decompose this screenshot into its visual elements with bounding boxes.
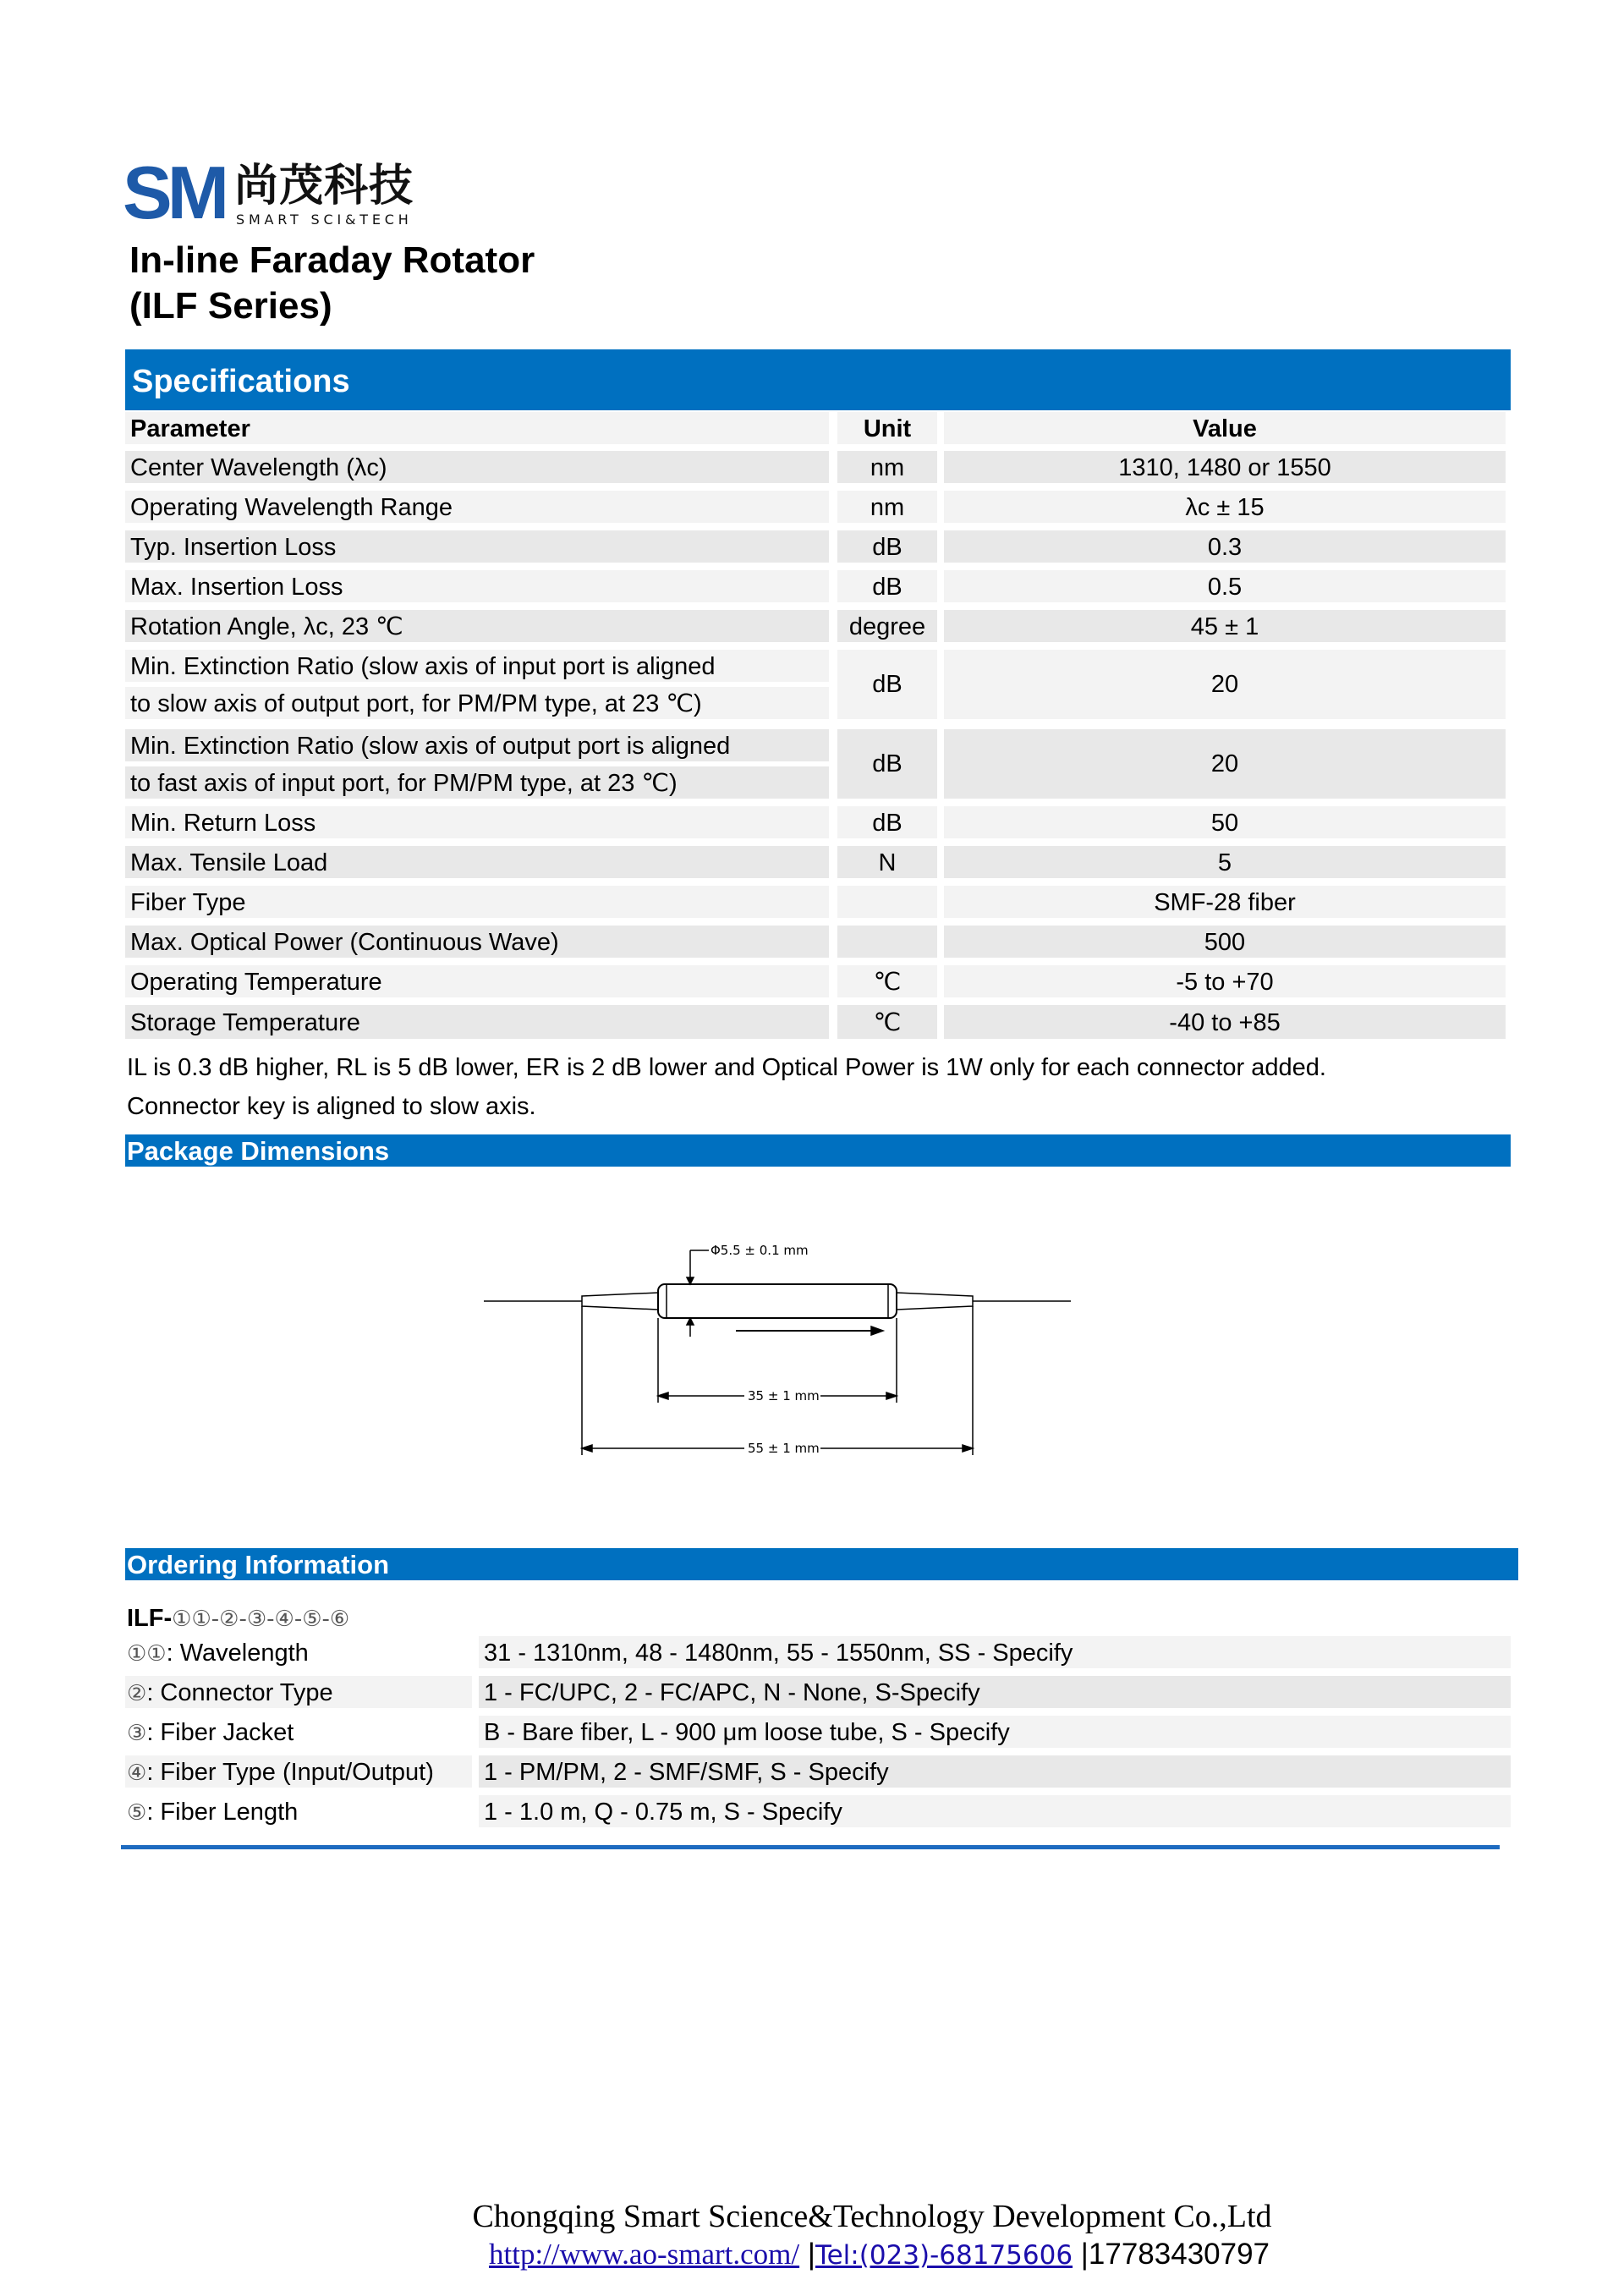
logo-english-name: SMART SCI&TECH	[236, 211, 413, 228]
total-length-dimension-label: 55 ± 1 mm	[748, 1441, 820, 1456]
spec-param: Min. Return Loss	[125, 806, 829, 838]
field-name: : Connector Type	[146, 1679, 333, 1706]
spec-value: 500	[944, 926, 1506, 958]
logo-chinese-name: 尚茂科技	[234, 161, 414, 211]
spec-param-continued: to slow axis of output port, for PM/PM type, at 23 ℃)	[125, 687, 829, 719]
website-link[interactable]: http://www.ao-smart.com/	[489, 2238, 800, 2271]
spec-note-connector-penalty: IL is 0.3 dB higher, RL is 5 dB lower, ER is 2 dB lower and Optical Power is 1W only for each connector added.	[127, 1054, 1326, 1081]
spec-param: Operating Wavelength Range	[125, 491, 829, 523]
field-marker: ①①	[127, 1641, 167, 1667]
spec-param-continued: to fast axis of input port, for PM/PM type, at 23 ℃)	[125, 766, 829, 799]
spec-unit: dB	[837, 729, 937, 799]
spec-unit: nm	[837, 491, 937, 523]
field-marker: ④	[127, 1760, 147, 1786]
spec-unit: ℃	[837, 965, 937, 997]
spec-unit: nm	[837, 451, 937, 483]
spec-param: Operating Temperature	[125, 965, 829, 997]
footer-contact	[489, 2236, 1270, 2274]
spec-param: Min. Extinction Ratio (slow axis of input port is aligned	[125, 650, 829, 682]
column-header-value: Value	[944, 412, 1506, 444]
spec-param: Rotation Angle, λc, 23 ℃	[125, 610, 829, 642]
field-name: : Fiber Length	[146, 1799, 299, 1826]
spec-value: 20	[944, 729, 1506, 799]
field-marker: ②	[127, 1681, 147, 1706]
spec-value: 0.3	[944, 530, 1506, 563]
spec-param: Storage Temperature	[125, 1005, 829, 1039]
document-subtitle: (ILF Series)	[129, 285, 332, 327]
ordering-value: 1 - 1.0 m, Q - 0.75 m, S - Specify	[479, 1795, 1511, 1827]
spec-unit: dB	[837, 806, 937, 838]
field-name: : Fiber Type (Input/Output)	[146, 1759, 434, 1786]
spec-note-connector-key: Connector key is aligned to slow axis.	[127, 1093, 536, 1120]
spec-param: Max. Tensile Load	[125, 846, 829, 878]
ordering-label	[125, 1716, 472, 1748]
section-divider	[121, 1845, 1500, 1849]
package-dimensions-heading: Package Dimensions	[125, 1134, 1511, 1167]
ordering-label	[125, 1755, 472, 1788]
ordering-value: 31 - 1310nm, 48 - 1480nm, 55 - 1550nm, SS - Specify	[479, 1636, 1511, 1668]
diameter-dimension-label: Φ5.5 ± 0.1 mm	[710, 1243, 809, 1258]
telephone-link[interactable]: Tel:(023)-68175606	[815, 2240, 1073, 2271]
column-header-unit: Unit	[837, 412, 937, 444]
output-boot	[897, 1293, 973, 1310]
spec-value: -40 to +85	[944, 1005, 1506, 1039]
specifications-heading: Specifications	[125, 349, 1511, 410]
spec-value: 20	[944, 650, 1506, 719]
spec-value: 5	[944, 846, 1506, 878]
spec-value: SMF-28 fiber	[944, 886, 1506, 918]
spec-value: λc ± 15	[944, 491, 1506, 523]
ordering-information-heading: Ordering Information	[125, 1548, 1518, 1580]
company-logo	[123, 151, 444, 234]
spec-unit: degree	[837, 610, 937, 642]
package-dimension-drawing	[474, 1218, 1083, 1472]
propagation-arrow-icon	[871, 1327, 883, 1335]
separator: |	[1073, 2238, 1089, 2271]
spec-unit: N	[837, 846, 937, 878]
spec-param: Fiber Type	[125, 886, 829, 918]
field-name: : Wavelength	[166, 1640, 309, 1667]
ordering-label	[125, 1636, 472, 1668]
part-number-format	[127, 1601, 349, 1636]
input-boot	[582, 1293, 658, 1310]
spec-param: Typ. Insertion Loss	[125, 530, 829, 563]
document-title: In-line Faraday Rotator	[129, 239, 535, 281]
part-number-prefix: ILF-	[127, 1605, 173, 1632]
logo-mark: SM	[123, 151, 224, 234]
field-marker: ⑤	[127, 1800, 147, 1826]
spec-unit: dB	[837, 650, 937, 719]
separator: |	[799, 2238, 815, 2271]
spec-unit: dB	[837, 570, 937, 602]
spec-param: Center Wavelength (λc)	[125, 451, 829, 483]
field-marker: ③	[127, 1721, 147, 1746]
spec-value: 1310, 1480 or 1550	[944, 451, 1506, 483]
spec-unit	[837, 886, 937, 918]
spec-param: Min. Extinction Ratio (slow axis of output port is aligned	[125, 729, 829, 761]
ordering-value: 1 - PM/PM, 2 - SMF/SMF, S - Specify	[479, 1755, 1511, 1788]
footer-company-name: Chongqing Smart Science&Technology Development Co.,Ltd	[472, 2199, 1272, 2234]
spec-unit	[837, 926, 937, 958]
field-name: : Fiber Jacket	[146, 1719, 294, 1746]
ordering-label	[125, 1795, 472, 1827]
spec-value: -5 to +70	[944, 965, 1506, 997]
spec-unit: ℃	[837, 1005, 937, 1039]
mobile-number: 17783430797	[1088, 2238, 1270, 2271]
ordering-value: B - Bare fiber, L - 900 μm loose tube, S - Specify	[479, 1716, 1511, 1748]
spec-param: Max. Insertion Loss	[125, 570, 829, 602]
rotator-body	[658, 1284, 897, 1318]
ordering-value: 1 - FC/UPC, 2 - FC/APC, N - None, S-Specify	[479, 1676, 1511, 1708]
spec-param: Max. Optical Power (Continuous Wave)	[125, 926, 829, 958]
column-header-parameter: Parameter	[125, 412, 829, 444]
spec-value: 0.5	[944, 570, 1506, 602]
body-length-dimension-label: 35 ± 1 mm	[748, 1388, 820, 1403]
spec-value: 50	[944, 806, 1506, 838]
ordering-label	[125, 1676, 472, 1708]
spec-value: 45 ± 1	[944, 610, 1506, 642]
part-number-fields: ①①-②-③-④-⑤-⑥	[172, 1607, 350, 1632]
spec-unit: dB	[837, 530, 937, 563]
